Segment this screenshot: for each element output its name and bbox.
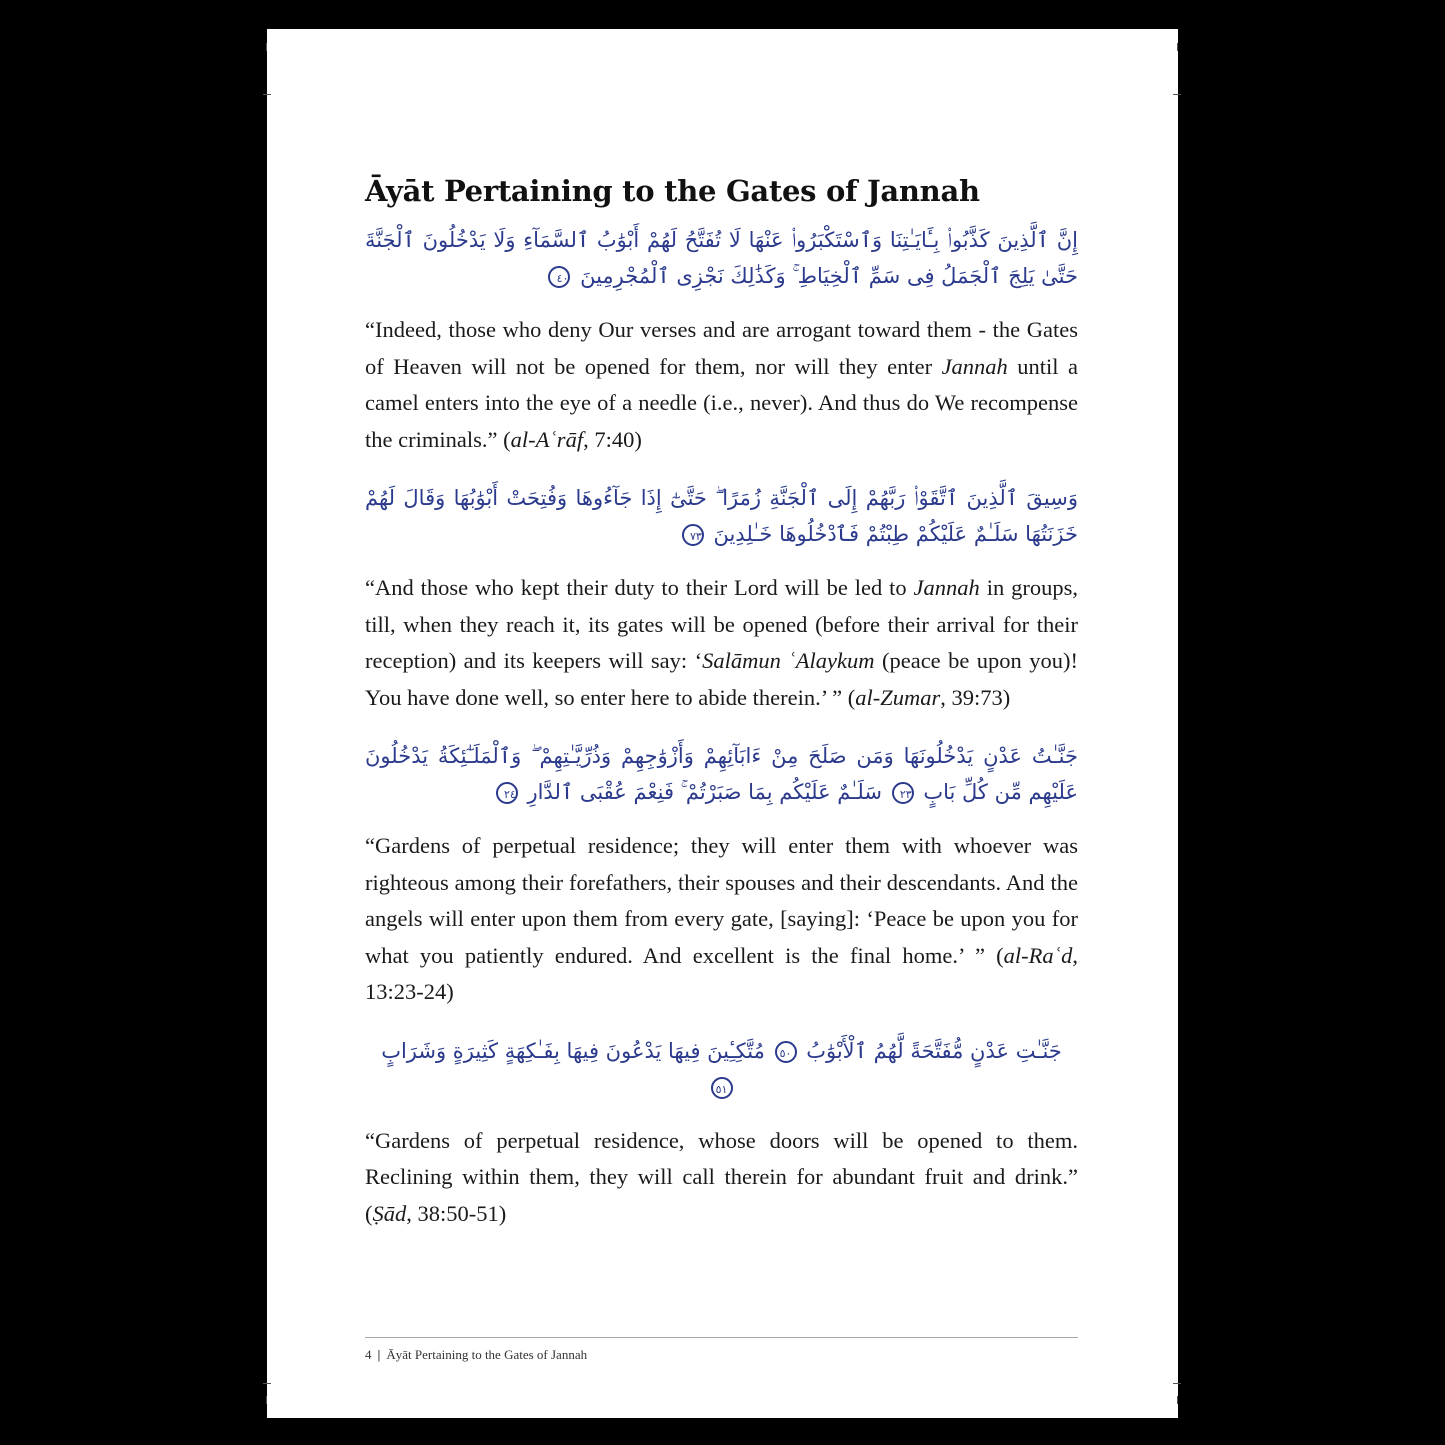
translation-text: in groups, till, when they reach it, its gates will be opened (before their arrival for their reception) and its keepers will say: ‘ [365,575,1079,673]
arabic-verse-1 [365,222,1078,294]
arabic-verse-text: جَنَّـٰتِ عَدْنٍ مُّفَتَّحَةً لَّهُمُ ٱلْأَبْوَٰبُ [806,1038,1062,1063]
surah-name: al-Raʿd [1003,942,1073,968]
translation-4 [365,1123,1078,1233]
ayah-number-marker: ٥١ [711,1077,733,1099]
verse-reference: , 13:23-24) [365,942,1078,1004]
crop-mark-top-right [1177,43,1178,51]
crop-mark-top-left-h [263,94,271,95]
translation-text: “Gardens of perpetual residence; they will enter them with whoever was righteous among their forefathers, their spouses and their descendants. And the angels will enter upon them from every gate, [saying]: ‘Peace be upon you for what you patiently endured. And excellent is the final home.’ ” ( [365,833,1078,968]
page-content [365,174,1078,1254]
arabic-verse-2 [365,480,1078,552]
surah-name: Ṣād [372,1200,407,1226]
translation-text: “Gardens of perpetual residence, whose doors will be opened to them. Reclining within them, they will call therein for abundant fruit and drink.” ( [365,1127,1078,1226]
ayah-number-marker: ٤٠ [548,266,570,288]
surah-name: al-Zumar [855,684,941,710]
italic-term: Jannah [941,353,1008,379]
page-title: Āyāt Pertaining to the Gates of Jannah [365,174,980,208]
page-footer [365,1347,587,1363]
translation-text: until a camel enters into the eye of a needle (i.e., never). And thus do We recompense the criminals.” ( [365,353,1078,452]
arabic-verse-text: جَنَّـٰتُ عَدْنٍ يَدْخُلُونَهَا وَمَن صَلَحَ مِنْ ءَابَآئِهِمْ وَأَزْوَٰجِهِمْ وَذُرِّيَّـٰتِهِمْ ۖ وَٱلْمَلَـٰٓئِكَةُ يَدْخُلُونَ عَلَيْهِم مِّن كُلِّ بَابٍ [365,744,1078,804]
arabic-verse-text: سَلَـٰمٌ عَلَيْكُم بِمَا صَبَرْتُمْ ۚ فَنِعْمَ عُقْبَى ٱلدَّارِ [527,780,882,804]
translation-text: (peace be upon you)! You have done well, so enter here to abide therein.’ ” ( [365,648,1078,710]
arabic-verse-4 [365,1033,1078,1105]
italic-term: Salāmun ʿAlaykum [702,648,875,673]
italic-term: Jannah [913,575,980,600]
running-title: Āyāt Pertaining to the Gates of Jannah [386,1347,588,1362]
verse-reference: , 39:73) [940,684,1011,710]
arabic-verse-text: إِنَّ ٱلَّذِينَ كَذَّبُوا۟ بِـَٔايَـٰتِنَا وَٱسْتَكْبَرُوا۟ عَنْهَا لَا تُفَتَّحُ لَهُمْ أَبْوَٰبُ ٱلسَّمَآءِ وَلَا يَدْخُلُونَ ٱلْجَنَّةَ حَتَّىٰ يَلِجَ ٱلْجَمَلُ فِى سَمِّ ٱلْخِيَاطِ ۚ وَكَذَٰلِكَ نَجْزِى ٱلْمُجْرِمِينَ [365,228,1078,288]
arabic-verse-text: وَسِيقَ ٱلَّذِينَ ٱتَّقَوْا۟ رَبَّهُمْ إِلَى ٱلْجَنَّةِ زُمَرًا ۖ حَتَّىٰٓ إِذَا جَآءُوهَا وَفُتِحَتْ أَبْوَٰبُهَا وَقَالَ لَهُمْ خَزَنَتُهَا سَلَـٰمٌ عَلَيْكُمْ طِبْتُمْ فَٱدْخُلُوهَا خَـٰلِدِينَ [365,486,1078,546]
footer-divider [365,1337,1078,1338]
page-number: 4 [365,1347,372,1362]
translation-2 [365,570,1078,716]
crop-mark-bottom-left [266,1396,267,1404]
crop-mark-bottom-right-h [1173,1383,1181,1384]
ayah-number-marker: ٧٣ [682,524,704,546]
footer-separator: | [377,1347,381,1362]
surah-name: al-Aʿrāf [510,426,584,452]
ayah-number-marker: ٢٣ [892,782,914,804]
crop-mark-top-left [266,43,267,51]
translation-text: “And those who kept their duty to their Lord will be led to [365,575,914,600]
translation-3 [365,828,1078,1011]
ayah-number-marker: ٢٤ [496,782,518,804]
arabic-verse-text: مُتَّكِـِٔينَ فِيهَا يَدْعُونَ فِيهَا بِفَـٰكِهَةٍ كَثِيرَةٍ وَشَرَابٍ [381,1038,765,1063]
crop-mark-bottom-right [1177,1396,1178,1404]
translation-text: “Indeed, those who deny Our verses and are arrogant toward them - the Gates of Heaven will not be opened for them, nor will they enter [365,317,1078,379]
verse-reference: , 38:50-51) [406,1200,507,1226]
book-page [267,29,1178,1418]
crop-mark-top-right-h [1173,94,1181,95]
crop-mark-bottom-left-h [263,1383,271,1384]
arabic-verse-3 [365,738,1078,810]
ayah-number-marker: ٥٠ [775,1041,797,1063]
verse-reference: , 7:40) [583,426,642,452]
translation-1 [365,312,1078,458]
